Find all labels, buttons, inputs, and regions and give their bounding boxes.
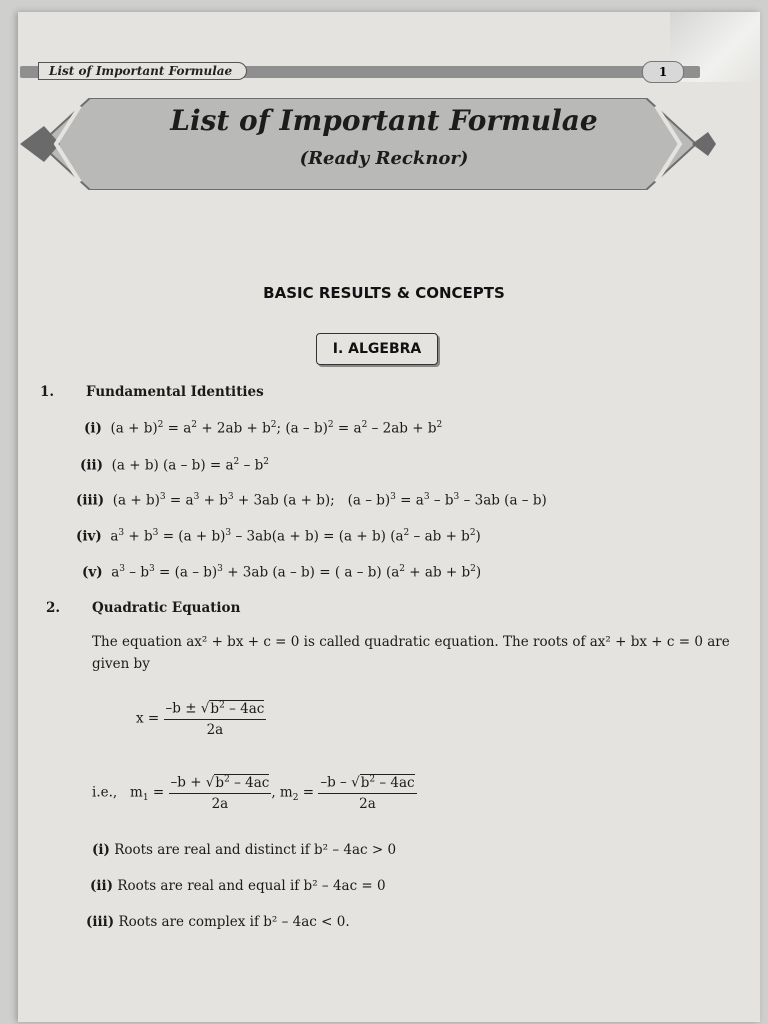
identity-iv: (iv) $a^3 + b^3 = (a + b)^3 - 3ab(a + b) = (a + b)$ ($a^2$ – ab + $b^2$) bbox=[76, 528, 481, 545]
condition-ii bbox=[90, 878, 386, 894]
condition-text: Roots are complex if b² – 4ac < 0. bbox=[118, 914, 350, 930]
condition-text: Roots are real and equal if b² – 4ac = 0 bbox=[117, 878, 386, 894]
running-title: List of Important Formulae bbox=[38, 62, 247, 80]
condition-iii bbox=[86, 914, 350, 930]
paragraph-line-1: The equation ax² + bx + c = 0 is called quadratic equation. The roots of ax² + bx + c = 0 are bbox=[92, 634, 730, 650]
root-m2-fraction: $\frac{-b - √b^2 - 4ac}{2a}$ bbox=[320, 774, 415, 812]
ie-label: i.e., bbox=[92, 784, 118, 801]
page-subtitle: (Ready Recknor) bbox=[299, 148, 469, 169]
identity-v: (v) $a^3 - b^3 = (a - b)^3 + 3ab$ (a – b) = ( a – b) ($a^2$ + ab + $b^2$) bbox=[82, 564, 482, 581]
paragraph-line-2: given by bbox=[92, 656, 150, 672]
condition-label: (i) bbox=[92, 842, 110, 858]
condition-i bbox=[92, 842, 396, 858]
roots-formulas: i.e., $m_1$ = $\frac{-b + √b^2 - 4ac}{2a}$ , $m_2$ = $\frac{-b - √b^2 - 4ac}{2a}$ bbox=[92, 774, 415, 812]
page-title: List of Important Formulae bbox=[170, 104, 598, 137]
condition-label: (iii) bbox=[86, 914, 115, 930]
quadratic-formula: x = $\frac{-b \pm √b^2 - 4ac}{2a}$ bbox=[136, 700, 265, 738]
identity-label: (iv) bbox=[76, 528, 102, 545]
condition-label: (ii) bbox=[90, 878, 114, 894]
page-number: 1 bbox=[642, 61, 684, 83]
item-number-2: 2. bbox=[46, 600, 61, 616]
identity-i: (i) $(a + b)^2 = a^2 + 2ab + b^2$; $(a - b)^2 = a^2 - 2ab + b^2$ bbox=[84, 420, 443, 437]
heading-quadratic-equation: Quadratic Equation bbox=[92, 600, 241, 616]
running-header bbox=[20, 62, 720, 80]
identity-label: (v) bbox=[82, 564, 103, 581]
identity-label: (iii) bbox=[76, 492, 105, 509]
identity-label: (ii) bbox=[80, 457, 104, 474]
heading-fundamental-identities: Fundamental Identities bbox=[86, 384, 264, 400]
condition-text: Roots are real and distinct if b² – 4ac > 0 bbox=[114, 842, 397, 858]
formula-fraction: $\frac{-b \pm √b^2 - 4ac}{2a}$ bbox=[165, 700, 265, 738]
root-m1-fraction: $\frac{-b + √b^2 - 4ac}{2a}$ bbox=[170, 774, 270, 812]
identity-iii: (iii) $(a + b)^3 = a^3 + b^3 + 3ab$ (a + b); $(a - b)^3 = a^3 - b^3 - 3ab$ (a – b) bbox=[76, 492, 547, 509]
identity-ii: (ii) (a + b) $(a - b) = a^2 - b^2$ bbox=[80, 457, 269, 474]
item-number-1: 1. bbox=[40, 384, 55, 400]
identity-label: (i) bbox=[84, 420, 102, 437]
chapter-box: I. ALGEBRA bbox=[316, 333, 438, 365]
section-title: BASIC RESULTS & CONCEPTS bbox=[263, 284, 505, 302]
